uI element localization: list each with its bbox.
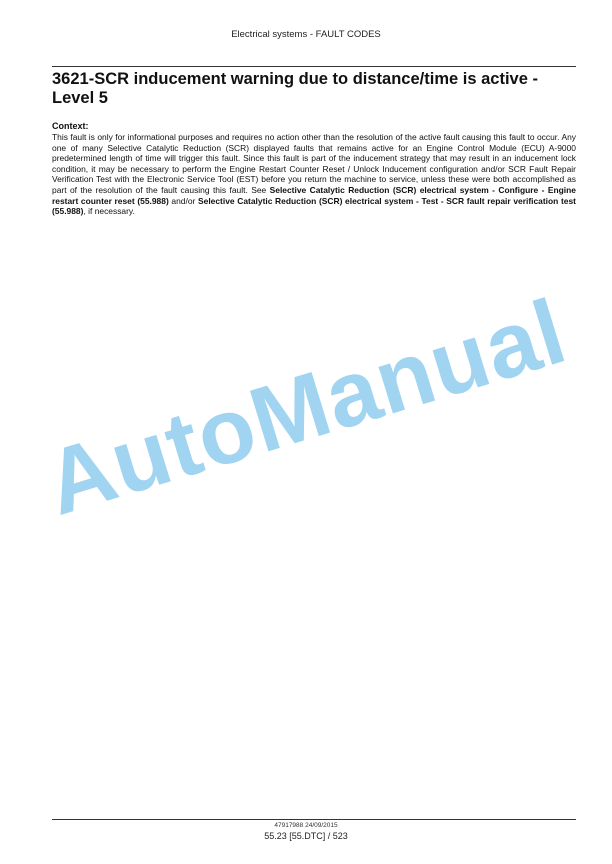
running-header: Electrical systems - FAULT CODES xyxy=(231,29,381,40)
context-text-part-1: This fault is only for informational purposes and requires no action other than the resolution of the active fault causing this fault to occur. Any one of many Selective Catalytic Reduction (SCR) displayed faults that remains active for an Engine Control Module (ECU) A-9000 predetermined length of time will trigger this fault. Since this fault is part of the inducement strategy that may result in an inducement lock condition, it may be necessary to perform the Engine Restart Counter Reset / Unlock Inducement configuration and/or SCR Fault Repair Verification Test with the Electronic Service Tool (EST) before you return the machine to service, unless these were both accomplished as part of the resolution of the fault causing this fault. See xyxy=(52,132,576,195)
title-divider xyxy=(52,66,576,67)
reference-engine-restart-counter-reset[interactable]: Selective Catalytic Reduction (SCR) electrical system - Configure - Engine restart counter reset (55.988) xyxy=(52,184,576,206)
reference-scr-fault-repair-verification-test[interactable]: Selective Catalytic Reduction (SCR) electrical system - Test - SCR fault repair verification test (55.988) xyxy=(52,195,576,217)
footer-document-id: 47917988 24/09/2015 xyxy=(274,822,338,829)
context-label: Context: xyxy=(52,121,89,131)
context-text-part-3: , if necessary. xyxy=(83,206,135,217)
footer-page-number: 55.23 [55.DTC] / 523 xyxy=(264,831,348,841)
context-text-part-2: and/or xyxy=(168,195,198,206)
footer-divider xyxy=(52,819,576,820)
fault-title: 3621-SCR inducement warning due to distance/time is active - Level 5 xyxy=(52,70,538,107)
context-paragraph xyxy=(52,132,576,217)
watermark-logo: AutoManual xyxy=(34,280,578,535)
context-section xyxy=(52,121,576,217)
